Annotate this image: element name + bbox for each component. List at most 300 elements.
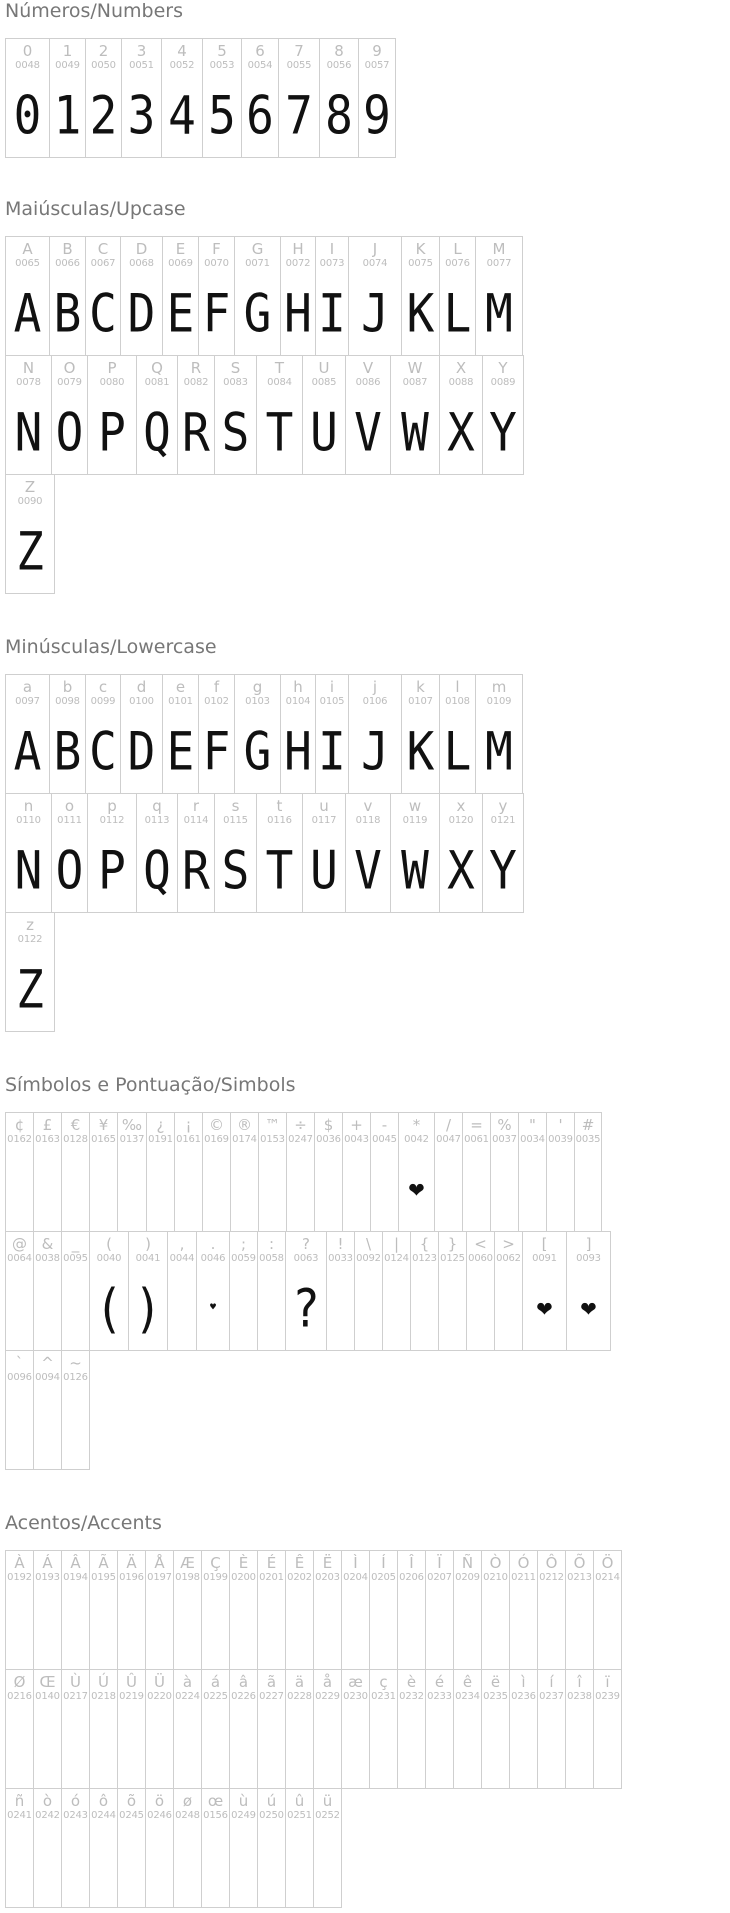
glyph-preview <box>483 389 523 474</box>
glyph-code-label: 0231 <box>371 1691 396 1702</box>
glyph-character-label: { <box>419 1235 430 1253</box>
glyph-cell <box>61 1788 90 1908</box>
glyph-character-label: ö <box>154 1792 165 1810</box>
glyph-code-label: 0213 <box>567 1572 592 1583</box>
glyph-cell <box>509 1669 538 1789</box>
glyph-preview <box>463 1146 490 1231</box>
glyph-cell <box>481 1669 510 1789</box>
glyph-preview <box>371 1146 398 1231</box>
glyph-sample: N <box>14 838 43 901</box>
glyph-cell <box>256 793 303 913</box>
glyph-preview <box>257 389 302 474</box>
glyph-cell <box>33 1231 62 1351</box>
glyph-character-label: W <box>407 359 423 377</box>
glyph-cell <box>49 674 86 794</box>
glyph-cell <box>229 1231 258 1351</box>
glyph-preview <box>286 1703 313 1788</box>
glyph-character-label: * <box>412 1116 421 1134</box>
glyph-code-label: 0094 <box>35 1372 60 1383</box>
glyph-character-label: H <box>292 240 304 258</box>
glyph-code-label: 0111 <box>57 815 82 826</box>
glyph-character-label: â <box>238 1673 249 1691</box>
glyph-code-label: 0233 <box>427 1691 452 1702</box>
glyph-code-label: 0162 <box>7 1134 32 1145</box>
glyph-cell <box>49 38 86 158</box>
glyph-cell <box>481 1550 510 1670</box>
glyph-character-label: c <box>98 678 108 696</box>
glyph-preview <box>258 1265 285 1350</box>
glyph-preview <box>343 1146 370 1231</box>
glyph-cell <box>173 1550 202 1670</box>
glyph-code-label: 0153 <box>260 1134 285 1145</box>
glyph-preview <box>52 827 87 912</box>
section-title: Acentos/Accents <box>5 1512 162 1534</box>
glyph-cell <box>546 1112 575 1232</box>
glyph-preview <box>320 72 358 157</box>
glyph-preview <box>258 1703 285 1788</box>
glyph-cell <box>257 1669 286 1789</box>
glyph-cell <box>61 1350 90 1470</box>
glyph-code-label: 0121 <box>490 815 516 826</box>
glyph-preview <box>137 827 177 912</box>
glyph-preview <box>523 1265 566 1350</box>
glyph-preview <box>454 1584 481 1669</box>
glyph-code-label: 0099 <box>90 696 116 707</box>
glyph-code-label: 0224 <box>175 1691 200 1702</box>
glyph-preview <box>258 1584 285 1669</box>
glyph-code-label: 0161 <box>176 1134 201 1145</box>
glyph-character-label: ™ <box>265 1116 280 1134</box>
glyph-preview <box>62 1265 89 1350</box>
glyph-character-label: Ñ <box>461 1554 474 1572</box>
glyph-code-label: 0204 <box>343 1572 368 1583</box>
glyph-cell <box>229 1550 258 1670</box>
glyph-cell <box>401 236 440 356</box>
glyph-code-label: 0251 <box>287 1810 312 1821</box>
glyph-code-label: 0220 <box>147 1691 172 1702</box>
glyph-sample: G <box>243 281 272 344</box>
glyph-preview <box>118 1703 145 1788</box>
glyph-character-label: ¢ <box>14 1116 25 1134</box>
glyph-code-label: 0109 <box>486 696 512 707</box>
glyph-preview <box>147 1146 174 1231</box>
glyph-preview <box>6 708 49 793</box>
glyph-cell <box>87 355 137 475</box>
heart-icon: ❤ <box>408 1173 425 1204</box>
glyph-sample: E <box>166 281 195 344</box>
glyph-character-label: Ç <box>210 1554 221 1572</box>
glyph-character-label: î <box>577 1673 582 1691</box>
glyph-code-label: 0218 <box>91 1691 116 1702</box>
glyph-code-label: 0057 <box>364 60 390 71</box>
glyph-character-label: ú <box>266 1792 277 1810</box>
glyph-cell <box>5 674 50 794</box>
glyph-character-label: a <box>22 678 33 696</box>
glyph-preview <box>230 1584 257 1669</box>
glyph-cell <box>162 674 199 794</box>
glyph-cell <box>136 355 178 475</box>
glyph-code-label: 0252 <box>315 1810 340 1821</box>
glyph-character-label: B <box>62 240 73 258</box>
glyph-cell <box>382 1231 411 1351</box>
glyph-cell <box>390 355 440 475</box>
glyph-cell <box>87 793 137 913</box>
glyph-code-label: 0083 <box>223 377 248 388</box>
glyph-character-label: ~ <box>69 1354 82 1372</box>
glyph-character-label: q <box>152 797 162 815</box>
glyph-preview <box>90 1584 117 1669</box>
glyph-cell <box>145 1788 174 1908</box>
glyph-preview <box>314 1584 341 1669</box>
glyph-cell <box>285 1550 314 1670</box>
glyph-preview <box>370 1703 397 1788</box>
glyph-cell <box>482 793 524 913</box>
glyph-character-label: X <box>455 359 467 377</box>
glyph-character-label: Ó <box>517 1554 530 1572</box>
glyph-preview <box>346 827 390 912</box>
glyph-code-label: 0040 <box>96 1253 122 1264</box>
glyph-code-label: 0202 <box>287 1572 312 1583</box>
glyph-preview <box>34 1703 61 1788</box>
glyph-character-label: 1 <box>62 42 73 60</box>
glyph-cell <box>348 236 402 356</box>
glyph-code-label: 0243 <box>63 1810 88 1821</box>
glyph-code-label: 0065 <box>15 258 40 269</box>
glyph-code-label: 0080 <box>99 377 125 388</box>
glyph-character-label: ø <box>182 1792 193 1810</box>
glyph-cell <box>241 38 279 158</box>
glyph-code-label: 0105 <box>319 696 345 707</box>
glyph-code-label: 0070 <box>204 258 229 269</box>
glyph-preview <box>199 270 234 355</box>
glyph-preview <box>34 1265 61 1350</box>
glyph-sample: T <box>265 400 294 463</box>
heart-icon: ❤ <box>536 1292 553 1323</box>
glyph-preview <box>594 1703 621 1788</box>
glyph-code-label: 0163 <box>35 1134 60 1145</box>
glyph-cell <box>518 1112 547 1232</box>
glyph-code-label: 0073 <box>319 258 345 269</box>
glyph-character-label: T <box>274 359 285 377</box>
glyph-character-label: z <box>26 916 34 934</box>
glyph-sample: T <box>265 838 294 901</box>
glyph-cell <box>177 793 215 913</box>
glyph-code-label: 0119 <box>402 815 428 826</box>
section-numeros-numbers <box>0 0 730 157</box>
glyph-code-label: 0037 <box>492 1134 517 1145</box>
glyph-code-label: 0114 <box>183 815 209 826</box>
glyph-code-label: 0067 <box>90 258 116 269</box>
glyph-cell <box>51 355 88 475</box>
glyph-sample: ) <box>134 1276 162 1339</box>
glyph-code-label: 0046 <box>200 1253 226 1264</box>
glyph-preview <box>398 1703 425 1788</box>
glyph-cell <box>161 38 203 158</box>
glyph-character-label: k <box>416 678 425 696</box>
glyph-cell <box>369 1550 398 1670</box>
glyph-preview <box>174 1703 201 1788</box>
glyph-character-label: ù <box>238 1792 249 1810</box>
glyph-cell <box>5 38 50 158</box>
glyph-cell <box>390 793 440 913</box>
glyph-character-label: Ì <box>353 1554 358 1572</box>
glyph-preview <box>146 1584 173 1669</box>
glyph-code-label: 0247 <box>288 1134 313 1145</box>
glyph-character-label: ` <box>15 1354 24 1372</box>
glyph-preview <box>426 1703 453 1788</box>
glyph-sample: 8 <box>325 83 353 146</box>
glyph-sample: M <box>485 281 513 344</box>
glyph-cell <box>61 1112 90 1232</box>
glyph-cell <box>177 355 215 475</box>
glyph-code-label: 0250 <box>259 1810 284 1821</box>
glyph-cell <box>5 1550 34 1670</box>
glyph-preview <box>6 72 49 157</box>
glyph-character-label: Ò <box>489 1554 502 1572</box>
section-title: Símbolos e Pontuação/Simbols <box>5 1074 296 1096</box>
glyph-cell <box>5 1669 34 1789</box>
glyph-preview <box>286 1584 313 1669</box>
glyph-cell <box>117 1112 147 1232</box>
glyph-preview <box>6 1384 33 1469</box>
glyph-character-label: D <box>135 240 148 258</box>
glyph-row <box>5 38 730 157</box>
glyph-cell <box>410 1231 439 1351</box>
glyph-cell <box>198 674 235 794</box>
glyph-character-label: 7 <box>294 42 304 60</box>
glyph-preview <box>286 1822 313 1907</box>
glyph-cell <box>256 355 303 475</box>
glyph-character-label: E <box>175 240 186 258</box>
glyph-preview <box>215 827 256 912</box>
glyph-code-label: 0248 <box>175 1810 200 1821</box>
glyph-character-label: À <box>14 1554 25 1572</box>
glyph-character-label: Ö <box>601 1554 614 1572</box>
glyph-character-label: È <box>238 1554 249 1572</box>
glyph-code-label: 0123 <box>412 1253 437 1264</box>
glyph-character-label: % <box>497 1116 512 1134</box>
glyph-character-label: $ <box>323 1116 334 1134</box>
glyph-preview <box>230 1822 257 1907</box>
glyph-cell <box>229 1669 258 1789</box>
glyph-code-label: 0043 <box>344 1134 369 1145</box>
glyph-code-label: 0081 <box>144 377 170 388</box>
glyph-character-label: Ù <box>70 1673 81 1691</box>
glyph-preview <box>88 827 136 912</box>
glyph-sample: W <box>401 400 429 463</box>
glyph-code-label: 0085 <box>311 377 337 388</box>
glyph-preview <box>355 1265 382 1350</box>
glyph-character-label: O <box>63 359 76 377</box>
glyph-sample: R <box>182 838 210 901</box>
glyph-code-label: 0125 <box>440 1253 465 1264</box>
glyph-cell <box>302 793 346 913</box>
glyph-sample: 4 <box>168 83 196 146</box>
glyph-sample: A <box>13 719 42 782</box>
glyph-cell <box>453 1669 482 1789</box>
glyph-preview <box>235 708 280 793</box>
glyph-preview <box>50 708 85 793</box>
glyph-character-label: _ <box>71 1235 80 1253</box>
glyph-sample: ? <box>292 1276 320 1339</box>
glyph-code-label: 0207 <box>427 1572 452 1583</box>
glyph-character-label: Ã <box>98 1554 109 1572</box>
glyph-code-label: 0075 <box>408 258 433 269</box>
glyph-code-label: 0194 <box>63 1572 88 1583</box>
glyph-preview <box>34 1146 61 1231</box>
glyph-cell <box>348 674 402 794</box>
glyph-character-label: ¡ <box>185 1116 192 1134</box>
glyph-cell <box>566 1231 611 1351</box>
glyph-preview <box>90 1265 128 1350</box>
glyph-cell <box>89 1669 118 1789</box>
section-title: Maiúsculas/Upcase <box>5 198 186 220</box>
glyph-character-label: Ê <box>294 1554 305 1572</box>
glyph-preview <box>146 1822 173 1907</box>
glyph-code-label: 0112 <box>99 815 125 826</box>
glyph-code-label: 0192 <box>7 1572 32 1583</box>
glyph-code-label: 0090 <box>17 496 43 507</box>
glyph-preview <box>402 708 439 793</box>
glyph-cell <box>313 1669 342 1789</box>
glyph-preview <box>90 1822 117 1907</box>
glyph-character-label: è <box>406 1673 417 1691</box>
glyph-preview <box>538 1703 565 1788</box>
glyph-preview <box>202 1703 229 1788</box>
glyph-preview <box>86 708 120 793</box>
glyph-cell <box>574 1112 602 1232</box>
glyph-preview <box>342 1703 369 1788</box>
glyph-character-label: 5 <box>217 42 227 60</box>
glyph-cell <box>234 236 281 356</box>
glyph-code-label: 0115 <box>223 815 248 826</box>
glyph-preview <box>287 1146 314 1231</box>
glyph-preview <box>202 1822 229 1907</box>
glyph-character-label: A <box>22 240 33 258</box>
glyph-sample: 3 <box>127 83 156 146</box>
glyph-cell <box>475 674 523 794</box>
glyph-cell <box>370 1112 399 1232</box>
glyph-code-label: 0219 <box>119 1691 144 1702</box>
glyph-cell <box>315 236 349 356</box>
glyph-character-label: û <box>294 1792 305 1810</box>
glyph-cell <box>398 1112 435 1232</box>
glyph-preview <box>118 1146 146 1231</box>
glyph-code-label: 0033 <box>328 1253 353 1264</box>
glyph-code-label: 0103 <box>245 696 270 707</box>
glyph-sample: M <box>485 719 513 782</box>
glyph-code-label: 0087 <box>402 377 428 388</box>
glyph-code-label: 0077 <box>486 258 512 269</box>
section-acentos-accents <box>0 1512 730 1907</box>
glyph-character-label: á <box>210 1673 221 1691</box>
glyph-preview <box>6 946 54 1031</box>
glyph-cell <box>167 1231 197 1351</box>
glyph-cell <box>33 1112 62 1232</box>
glyph-character-label: ) <box>145 1235 151 1253</box>
glyph-cell <box>522 1231 567 1351</box>
glyph-code-label: 0101 <box>168 696 193 707</box>
glyph-cell <box>33 1788 62 1908</box>
glyph-cell <box>120 236 163 356</box>
glyph-code-label: 0062 <box>496 1253 521 1264</box>
glyph-code-label: 0118 <box>355 815 381 826</box>
glyph-preview <box>314 1703 341 1788</box>
glyph-cell <box>230 1112 259 1232</box>
glyph-cell <box>313 1550 342 1670</box>
glyph-cell <box>5 1350 34 1470</box>
glyph-code-label: 0203 <box>315 1572 340 1583</box>
glyph-cell <box>342 1112 371 1232</box>
glyph-sample: P <box>98 400 126 463</box>
glyph-code-label: 0051 <box>129 60 154 71</box>
glyph-code-label: 0058 <box>259 1253 284 1264</box>
glyph-character-label: / <box>445 1116 452 1134</box>
glyph-character-label: æ <box>348 1673 363 1691</box>
glyph-sample: B <box>53 719 82 782</box>
glyph-preview <box>303 827 345 912</box>
glyph-row <box>5 912 730 1031</box>
glyph-preview <box>398 1584 425 1669</box>
glyph-cell <box>453 1550 482 1670</box>
glyph-code-label: 0044 <box>169 1253 195 1264</box>
glyph-character-label: l <box>455 678 460 696</box>
glyph-code-label: 0116 <box>267 815 292 826</box>
glyph-preview <box>90 1703 117 1788</box>
glyph-sample: 9 <box>363 83 391 146</box>
glyph-preview <box>575 1146 601 1231</box>
glyph-character-label: 8 <box>334 42 344 60</box>
glyph-cell <box>439 355 483 475</box>
glyph-sample: R <box>182 400 210 463</box>
glyph-cell <box>214 355 257 475</box>
glyph-character-label: Ï <box>437 1554 442 1572</box>
glyph-character-label: å <box>322 1673 333 1691</box>
glyph-preview <box>34 1384 61 1469</box>
glyph-code-label: 0076 <box>445 258 470 269</box>
glyph-cell <box>285 1788 314 1908</box>
glyph-code-label: 0217 <box>63 1691 88 1702</box>
glyph-sample: 2 <box>89 83 118 146</box>
glyph-cell <box>89 1112 118 1232</box>
glyph-cell <box>61 1231 90 1351</box>
glyph-character-label: e <box>175 678 186 696</box>
glyph-preview <box>454 1703 481 1788</box>
glyph-preview <box>346 389 390 474</box>
glyph-character-label: ë <box>490 1673 501 1691</box>
glyph-character-label: S <box>230 359 241 377</box>
glyph-preview <box>482 1584 509 1669</box>
glyph-cell <box>257 1550 286 1670</box>
glyph-cell <box>214 793 257 913</box>
glyph-cell <box>439 793 483 913</box>
glyph-code-label: 0212 <box>539 1572 564 1583</box>
glyph-character-label: K <box>415 240 426 258</box>
glyph-cell <box>234 674 281 794</box>
glyph-character-label: í <box>549 1673 554 1691</box>
glyph-cell <box>280 674 316 794</box>
glyph-sample: F <box>202 281 231 344</box>
glyph-code-label: 0195 <box>91 1572 116 1583</box>
glyph-character-label: \ <box>365 1235 372 1253</box>
glyph-sample: G <box>243 719 272 782</box>
glyph-preview <box>62 1703 89 1788</box>
glyph-preview <box>6 270 49 355</box>
glyph-preview <box>50 72 85 157</box>
glyph-cell <box>302 355 346 475</box>
glyph-code-label: 0107 <box>408 696 433 707</box>
glyph-character-label: x <box>456 797 466 815</box>
